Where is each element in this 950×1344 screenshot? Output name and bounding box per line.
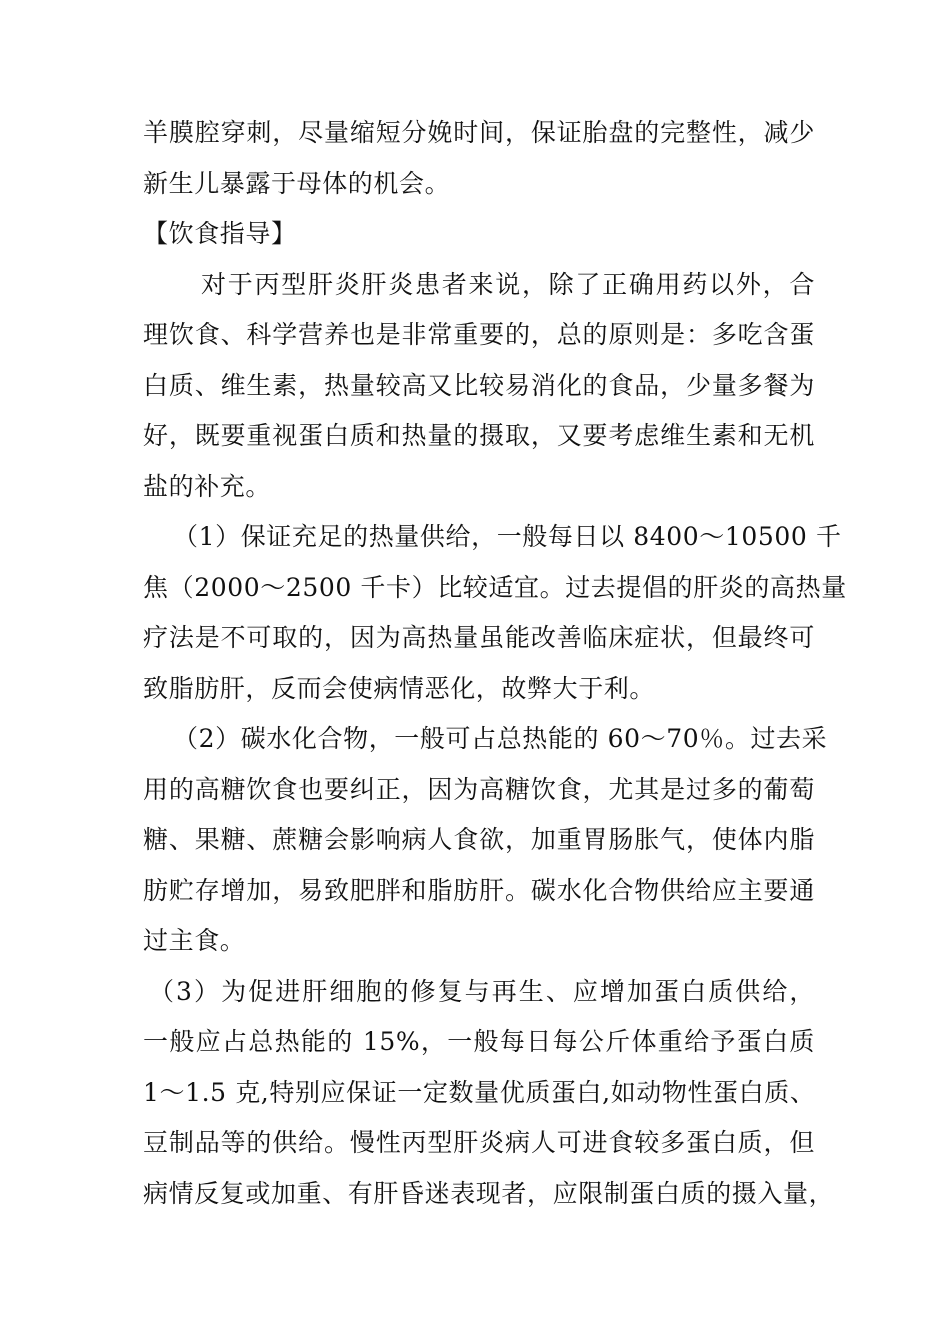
- text-line: 肪贮存增加，易致肥胖和脂肪肝。碳水化合物供给应主要通: [143, 875, 815, 905]
- text-line: 羊膜腔穿刺，尽量缩短分娩时间，保证胎盘的完整性，减少: [143, 118, 815, 147]
- text-line: 焦（2000～2500 千卡）比较适宜。过去提倡的肝炎的高热量: [143, 572, 847, 602]
- text-line: 新生儿暴露于母体的机会。: [143, 168, 451, 198]
- text-line: 好，既要重视蛋白质和热量的摄取，又要考虑维生素和无机: [143, 421, 815, 450]
- text-line: 白质、维生素，热量较高又比较易消化的食品，少量多餐为: [143, 370, 815, 400]
- text-line: 疗法是不可取的，因为高热量虽能改善临床症状，但最终可: [143, 623, 815, 652]
- text-line: （1）保证充足的热量供给，一般每日以 8400～10500 千: [173, 522, 842, 551]
- text-line: 用的高糖饮食也要纠正，因为高糖饮食，尤其是过多的葡萄: [143, 774, 815, 804]
- text-line: 过主食。: [143, 926, 246, 955]
- text-line: （2）碳水化合物，一般可占总热能的 60～70％。过去采: [173, 724, 828, 753]
- text-line: 病情反复或加重、有肝昏迷表现者，应限制蛋白质的摄入量，: [143, 1178, 835, 1208]
- text-line: 豆制品等的供给。慢性丙型肝炎病人可进食较多蛋白质，但: [143, 1128, 815, 1157]
- text-line: 1～1.5 克,特别应保证一定数量优质蛋白,如动物性蛋白质、: [143, 1077, 816, 1107]
- section-heading: 【饮食指导】: [143, 219, 297, 248]
- text-line: 理饮食、科学营养也是非常重要的，总的原则是：多吃含蛋: [143, 320, 815, 349]
- text-line: （3）为促进肝细胞的修复与再生、应增加蛋白质供给，: [149, 976, 815, 1006]
- text-line: 盐的补充。: [143, 471, 272, 501]
- text-line: 对于丙型肝炎肝炎患者来说，除了正确用药以外，合: [201, 269, 815, 299]
- text-line: 一般应占总热能的 15%，一般每日每公斤体重给予蛋白质: [143, 1027, 815, 1056]
- document-body: [143, 108, 847, 1219]
- text-line: 致脂肪肝，反而会使病情恶化，故弊大于利。: [143, 673, 656, 703]
- text-line: 糖、果糖、蔗糖会影响病人食欲，加重胃肠胀气，使体内脂: [143, 825, 815, 854]
